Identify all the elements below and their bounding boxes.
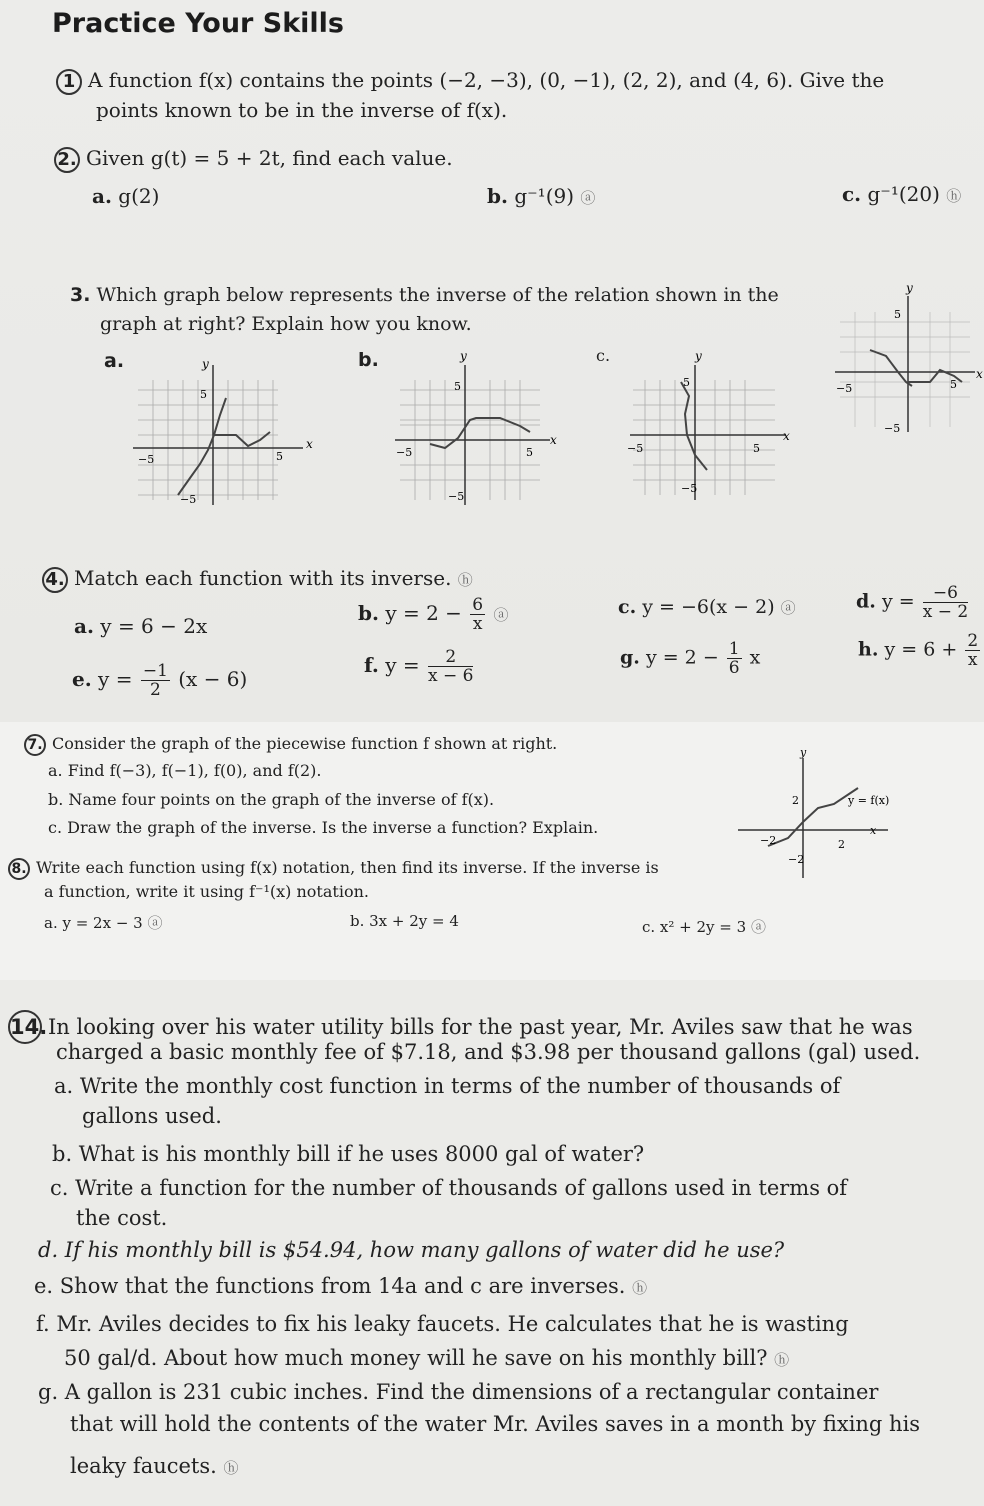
denominator: x: [967, 650, 978, 670]
answer-mark-icon: ⓐ: [147, 914, 163, 932]
x-axis-label: x: [976, 367, 983, 381]
problem-4h: [858, 632, 982, 669]
problem-1-number: 1: [56, 69, 82, 95]
part-label: d.: [856, 590, 876, 613]
x-axis-label: x: [550, 433, 557, 447]
part-label: f.: [364, 653, 379, 677]
numerator: 6: [472, 595, 484, 615]
problem-4h-text: y = 6 +: [884, 638, 958, 661]
graph-c-curve: [681, 382, 707, 470]
problem-3-line-2: graph at right? Explain how you know.: [100, 313, 472, 335]
y-axis-label: y: [800, 746, 807, 759]
problem-2a-text: g(2): [118, 184, 160, 208]
graph-a-curve-2: [214, 432, 270, 446]
problem-4-stem: Match each function with its inverse.: [74, 566, 452, 590]
tick-label: 5: [526, 446, 533, 459]
problem-4d: [856, 584, 970, 621]
problem-4f-text: y =: [385, 653, 420, 677]
problem-14g-line-2: that will hold the contents of the water Mr. Aviles saves in a month by fixing his: [70, 1412, 921, 1436]
part-label: b.: [487, 184, 508, 208]
tick-label: −2: [788, 853, 805, 866]
problem-14c-line-1: c. Write a function for the number of thousands of gallons used in terms of: [50, 1176, 848, 1200]
problem-8-line-2: a function, write it using f⁻¹(x) notation.: [44, 882, 369, 901]
problem-3-number: 3.: [70, 284, 91, 306]
answer-mark-icon: ⓗ: [946, 187, 962, 205]
page-title: Practice Your Skills: [52, 8, 345, 39]
numerator: −1: [142, 661, 168, 681]
graph-c-label: c.: [596, 346, 611, 365]
fraction: [727, 640, 742, 677]
tick-label: −5: [138, 453, 155, 466]
problem-7a: a. Find f(−3), f(−1), f(0), and f(2).: [48, 761, 322, 780]
graph-a-grid: [138, 380, 278, 500]
problem-7: [24, 734, 557, 756]
problem-14c-line-2: the cost.: [76, 1206, 168, 1230]
denominator: x − 2: [922, 602, 969, 622]
fraction: [141, 662, 170, 699]
problem-4c-text: y = −6(x − 2): [642, 596, 775, 618]
graph-b: [390, 349, 570, 510]
problem-8-line-1: Write each function using f(x) notation, then find its inverse. If the inverse is: [36, 858, 659, 877]
piecewise-graph: [738, 748, 908, 883]
problem-8a-text: a. y = 2x − 3: [44, 914, 143, 932]
problem-14e-text: e. Show that the functions from 14a and c are inverses.: [34, 1274, 626, 1298]
part-label: c.: [618, 596, 637, 618]
problem-8c-text: c. x² + 2y = 3: [642, 918, 747, 936]
problem-2-number: 2.: [54, 147, 80, 173]
problem-2b-text: g⁻¹(9): [514, 184, 575, 208]
problem-4g-text: y = 2 −: [645, 646, 719, 669]
denominator: 6: [728, 658, 740, 678]
answer-mark-icon: ⓐ: [580, 189, 596, 207]
answer-mark-icon: ⓗ: [774, 1351, 790, 1369]
problem-14g-text: leaky faucets.: [70, 1454, 217, 1478]
problem-4a: [74, 614, 207, 638]
problem-8a: [44, 912, 163, 933]
denominator: x − 6: [428, 666, 474, 686]
problem-7c: c. Draw the graph of the inverse. Is the inverse a function? Explain.: [48, 818, 599, 837]
problem-14d: d. If his monthly bill is $54.94, how many gallons of water did he use?: [38, 1238, 785, 1262]
tick-label: 5: [276, 450, 283, 463]
graph-a-curve: [178, 398, 226, 495]
y-axis-label: y: [695, 349, 702, 363]
numerator: −6: [923, 584, 968, 603]
denominator: 2: [149, 680, 161, 700]
y-axis-label: y: [202, 357, 209, 371]
graph-b-label: b.: [358, 349, 379, 371]
problem-14f-line-1: f. Mr. Aviles decides to fix his leaky faucets. He calculates that he is wasting: [36, 1312, 849, 1336]
problem-4-number: 4.: [42, 567, 68, 593]
answer-mark-icon: ⓐ: [750, 918, 766, 936]
tick-label: 5: [753, 442, 760, 455]
x-axis-label: x: [783, 429, 790, 443]
problem-14f-text: 50 gal/d. About how much money will he save on his monthly bill?: [64, 1346, 768, 1370]
reference-curve: [870, 350, 912, 386]
problem-4e: [72, 662, 247, 699]
fraction: [965, 632, 980, 669]
answer-mark-icon: ⓐ: [493, 606, 509, 624]
part-label: c.: [842, 182, 862, 206]
problem-14f-line-2: [64, 1346, 789, 1370]
problem-14-line-2: charged a basic monthly fee of $7.18, and $3.98 per thousand gallons (gal) used.: [56, 1040, 921, 1064]
problem-2c: [842, 182, 961, 206]
tick-label: 5: [894, 308, 901, 321]
problem-4f: [364, 648, 475, 685]
problem-2-stem: Given g(t) = 5 + 2t, find each value.: [86, 146, 453, 170]
problem-4b-text: y = 2 −: [385, 601, 462, 625]
tick-label: 2: [792, 794, 799, 807]
function-label: y = f(x): [848, 794, 890, 807]
graph-a: [128, 357, 313, 510]
tick-label: 5: [200, 388, 207, 401]
problem-2a: [92, 184, 159, 208]
tick-label: 5: [950, 378, 957, 391]
problem-1: [56, 68, 884, 95]
problem-7-number: 7.: [24, 734, 46, 756]
problem-4e-text-2: (x − 6): [178, 667, 248, 691]
denominator: x: [472, 614, 483, 634]
problem-4c: [618, 596, 796, 618]
graph-a-label: a.: [104, 350, 125, 372]
tick-label: 5: [454, 380, 461, 393]
problem-2b: [487, 184, 595, 208]
problem-4e-text: y =: [98, 667, 133, 691]
problem-4b: [358, 596, 509, 633]
problem-14-line-1: In looking over his water utility bills for the past year, Mr. Aviles saw that he was: [48, 1015, 913, 1039]
problem-1-line-1: A function f(x) contains the points (−2, −3), (0, −1), (2, 2), and (4, 6). Give the: [88, 68, 885, 92]
tick-label: −5: [627, 442, 644, 455]
problem-8-number: 8.: [8, 858, 30, 880]
fraction: [428, 648, 473, 685]
tick-label: −5: [180, 493, 197, 506]
problem-4g-text-2: x: [749, 646, 761, 669]
tick-label: −5: [681, 482, 698, 495]
problem-8b: b. 3x + 2y = 4: [350, 912, 459, 930]
x-axis-label: x: [306, 437, 313, 451]
problem-4g: [620, 640, 760, 677]
problem-3-line-1: Which graph below represents the inverse of the relation shown in the: [96, 284, 779, 306]
tick-label: −5: [836, 382, 853, 395]
answer-mark-icon: ⓗ: [223, 1459, 239, 1477]
fraction: [470, 596, 485, 633]
problem-14b: b. What is his monthly bill if he uses 8000 gal of water?: [52, 1142, 645, 1166]
numerator: 2: [428, 648, 473, 667]
answer-mark-icon: ⓐ: [780, 599, 796, 617]
part-label: b.: [358, 601, 379, 625]
tick-label: 2: [838, 838, 845, 851]
problem-14g-line-3: [70, 1454, 239, 1478]
tick-label: −5: [396, 446, 413, 459]
graph-c: [625, 349, 795, 505]
problem-4a-text: y = 6 − 2x: [100, 614, 208, 638]
problem-4d-text: y =: [881, 590, 915, 613]
problem-7b: b. Name four points on the graph of the inverse of f(x).: [48, 790, 495, 809]
problem-14g-line-1: g. A gallon is 231 cubic inches. Find the dimensions of a rectangular container: [38, 1380, 879, 1404]
part-label: a.: [92, 184, 112, 208]
answer-mark-icon: ⓗ: [457, 571, 473, 589]
tick-label: −5: [884, 422, 901, 435]
problem-4: [42, 566, 473, 593]
problem-14-number: 14.: [8, 1010, 42, 1044]
answer-mark-icon: ⓗ: [632, 1279, 648, 1297]
y-axis-label: y: [906, 281, 913, 295]
problem-2: [54, 146, 453, 173]
tick-label: −5: [448, 490, 465, 503]
problem-14a-line-2: gallons used.: [82, 1104, 222, 1128]
reference-graph-grid: [840, 312, 970, 427]
tick-label: −2: [760, 834, 777, 847]
part-label: g.: [620, 646, 640, 669]
fraction: [923, 584, 968, 621]
reference-graph: [830, 281, 983, 435]
problem-14e: [34, 1274, 647, 1298]
graph-c-grid: [633, 380, 775, 495]
problem-7-stem: Consider the graph of the piecewise function f shown at right.: [52, 734, 558, 753]
problem-1-line-2: points known to be in the inverse of f(x).: [96, 98, 508, 122]
x-axis-label: x: [870, 824, 877, 837]
problem-8: [8, 858, 659, 880]
numerator: 2: [967, 631, 979, 651]
numerator: 1: [728, 639, 740, 659]
problem-14: [8, 1010, 913, 1044]
part-label: e.: [72, 667, 92, 691]
problem-14a-line-1: a. Write the monthly cost function in terms of the number of thousands of: [54, 1074, 841, 1098]
problem-2c-text: g⁻¹(20): [867, 182, 940, 206]
part-label: a.: [74, 614, 94, 638]
y-axis-label: y: [460, 349, 467, 363]
tick-label: 5: [683, 376, 690, 389]
problem-3: [70, 284, 779, 306]
problem-8c: [642, 916, 766, 937]
part-label: h.: [858, 638, 879, 661]
